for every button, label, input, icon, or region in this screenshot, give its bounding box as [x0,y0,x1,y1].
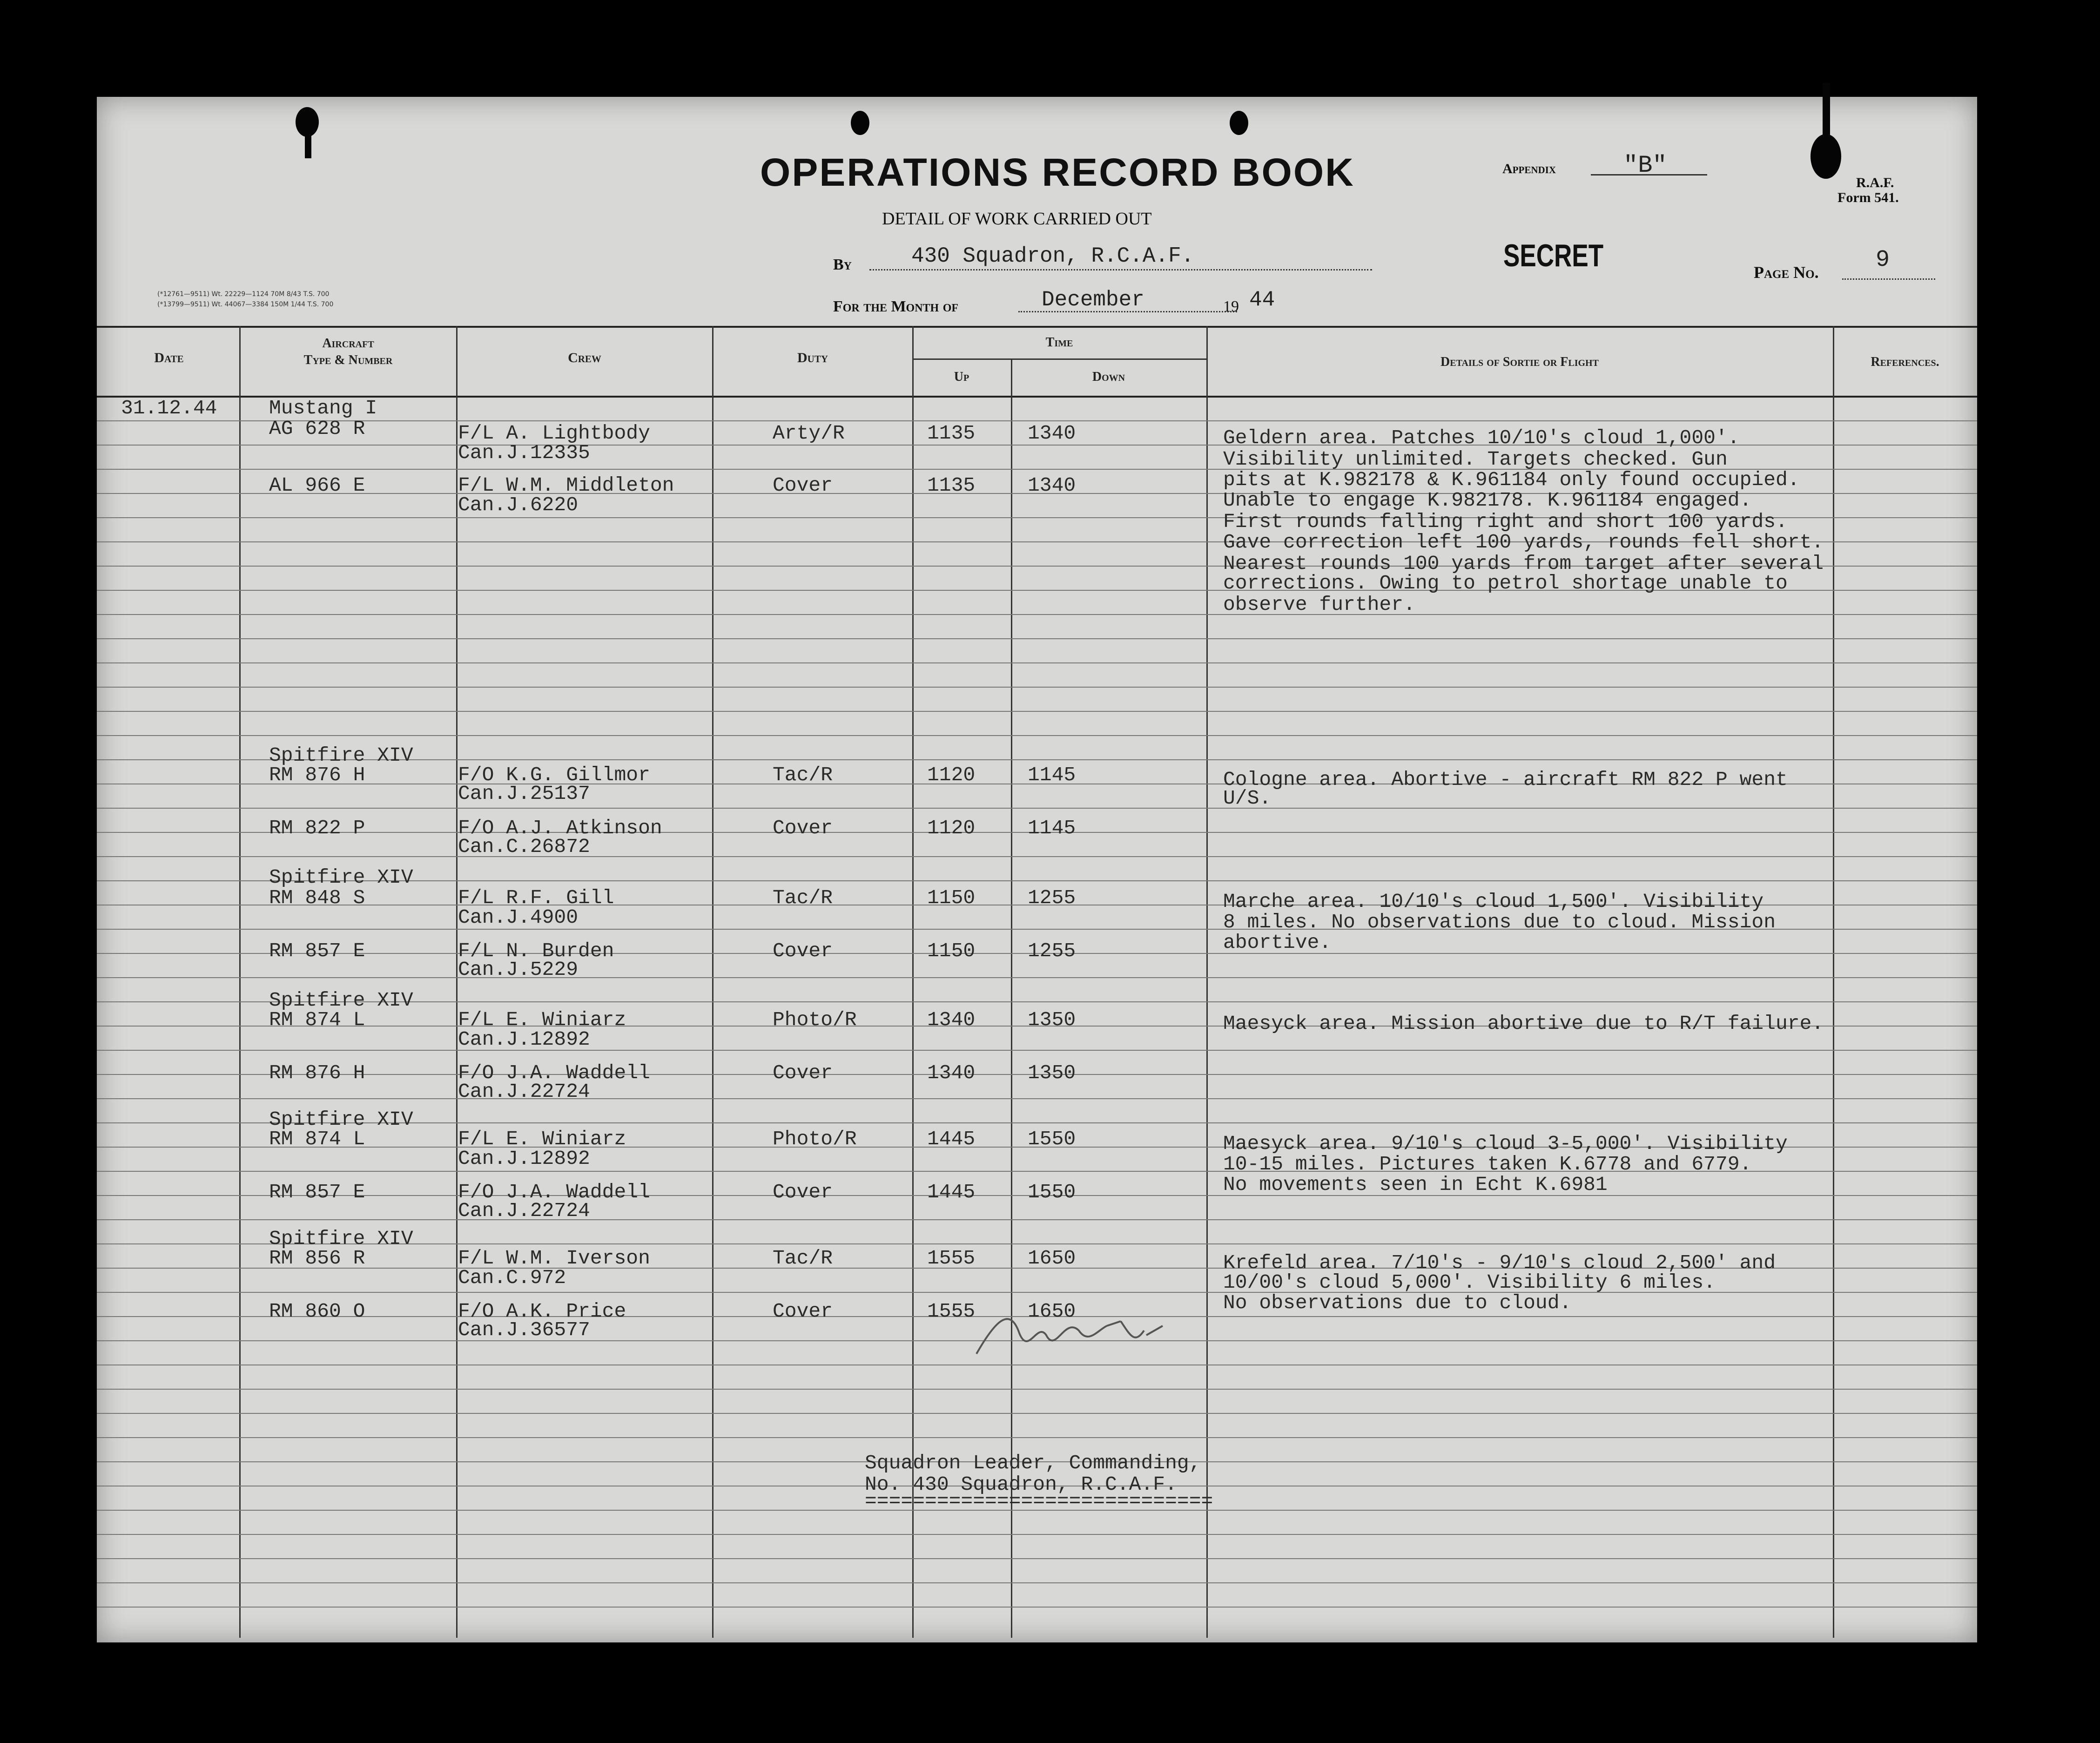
time-down-entry: 1145 [1028,763,1076,786]
aircraft-entry: Spitfire XIV [269,989,413,1012]
duty-entry: Tac/R [773,763,833,786]
crew-entry: Can.J.12335 [458,441,590,464]
crew-entry: F/L W.M. Middleton [458,474,674,497]
sortie-detail-line: Geldern area. Patches 10/10's cloud 1,000'. [1223,426,1740,449]
col-header-duty: Duty [797,350,828,365]
aircraft-entry: RM 860 O [269,1300,365,1323]
sortie-detail-line: abortive. [1223,931,1332,954]
sortie-detail-line: Nearest rounds 100 yards from target after several [1223,552,1824,575]
aircraft-entry: RM 856 R [269,1247,365,1270]
ruled-line [97,614,1977,615]
ruled-line [97,1582,1977,1583]
col-header-details: Details of Sortie or Flight [1440,355,1599,369]
time-divider [912,358,1206,360]
col-divider-up [1011,358,1012,1638]
sortie-detail-line: Maesyck area. Mission abortive due to R/T failure. [1223,1012,1824,1035]
col-header-aircraft-l2: Type & Number [303,353,393,367]
sortie-detail-line: First rounds falling right and short 100 yards. [1223,510,1788,533]
crew-entry: F/L N. Burden [458,939,614,962]
ruled-line [97,1050,1977,1051]
aircraft-entry: Mustang I [269,397,377,419]
time-up-entry: 1445 [927,1181,976,1203]
page-number-value: 9 [1876,247,1890,273]
time-down-entry: 1340 [1028,474,1076,497]
crew-entry: Can.J.6220 [458,493,579,516]
record-sheet [97,97,1977,1642]
form-id-line1: R.A.F. [1856,175,1894,190]
time-down-entry: 1650 [1028,1300,1076,1323]
aircraft-entry: RM 874 L [269,1128,365,1150]
table-top-border [97,326,1977,328]
col-divider-duty [912,326,914,1638]
time-down-entry: 1255 [1028,939,1076,962]
ruled-line [97,1389,1977,1390]
ruled-line [97,808,1977,809]
ruled-line [97,662,1977,663]
col-divider-details [1833,326,1834,1638]
month-label: For the Month of [833,298,959,315]
aircraft-entry: RM 857 E [269,939,365,962]
crew-entry: F/L R.F. Gill [458,886,614,909]
aircraft-entry: Spitfire XIV [269,1108,413,1131]
time-up-entry: 1555 [927,1300,976,1323]
signoff-rank-line: Squadron Leader, Commanding, [865,1452,1201,1474]
sortie-detail-line: 10/00's cloud 5,000'. Visibility 6 miles. [1223,1271,1716,1294]
crew-entry: Can.J.22724 [458,1199,590,1222]
ruled-line [97,1558,1977,1559]
aircraft-entry: Spitfire XIV [269,866,413,889]
print-code-line2: (*13799—9511) Wt. 44067—3384 150M 1/44 T.S. 700 [157,301,334,308]
aircraft-entry: RM 857 E [269,1181,365,1203]
crew-entry: F/O A.K. Price [458,1300,626,1323]
ruled-line [97,1219,1977,1220]
year-suffix: 44 [1249,288,1275,312]
duty-entry: Cover [773,1300,833,1323]
col-header-crew: Crew [568,350,601,365]
sortie-detail-line: pits at K.982178 & K.961184 only found occupied. [1223,468,1800,491]
ruled-line [97,1534,1977,1535]
sortie-detail-line: 8 miles. No observations due to cloud. Mission [1223,911,1776,933]
crew-entry: F/L E. Winiarz [458,1008,626,1031]
crew-entry: F/O K.G. Gillmor [458,763,650,786]
sortie-detail-line: observe further. [1223,593,1415,616]
time-down-entry: 1340 [1028,422,1076,445]
crew-entry: Can.J.12892 [458,1147,590,1170]
col-divider-crew [712,326,713,1638]
time-up-entry: 1135 [927,422,976,445]
col-divider-aircraft [456,326,458,1638]
duty-entry: Photo/R [773,1008,857,1031]
crew-entry: Can.J.22724 [458,1080,590,1103]
crew-entry: Can.J.12892 [458,1028,590,1051]
ruled-line [97,638,1977,639]
ruled-line [97,977,1977,978]
col-divider-down [1206,326,1208,1638]
sortie-detail-line: No movements seen in Echt K.6981 [1223,1173,1608,1196]
header-bottom-border [97,396,1977,398]
sortie-detail-line: Maesyck area. 9/10's cloud 3-5,000'. Visibility [1223,1132,1788,1155]
time-down-entry: 1350 [1028,1061,1076,1084]
aircraft-entry: Spitfire XIV [269,1227,413,1250]
crew-entry: F/O A.J. Atkinson [458,817,662,839]
col-header-aircraft-l1: Aircraft [322,336,374,351]
time-down-entry: 1550 [1028,1181,1076,1203]
sortie-detail-line: Unable to engage K.982178. K.961184 engaged. [1223,489,1752,512]
time-down-entry: 1145 [1028,817,1076,839]
duty-entry: Cover [773,939,833,962]
ruled-line [97,735,1977,736]
aircraft-entry: AL 966 E [269,474,365,497]
sortie-detail-line: No observations due to cloud. [1223,1291,1572,1314]
col-header-up: Up [954,370,969,384]
form-subtitle: DETAIL OF WORK CARRIED OUT [882,209,1152,229]
ruled-line [97,420,1977,421]
ruled-line [97,1437,1977,1438]
signoff-rule: ============================= [865,1490,1213,1513]
col-divider-date [239,326,241,1638]
binder-hole-left [296,107,319,137]
crew-entry: F/L E. Winiarz [458,1128,626,1150]
crew-entry: F/L W.M. Iverson [458,1247,650,1270]
time-down-entry: 1350 [1028,1008,1076,1031]
time-up-entry: 1555 [927,1247,976,1270]
squadron-name: 430 Squadron, R.C.A.F. [911,244,1194,268]
ruled-line [97,1413,1977,1414]
crew-entry: Can.J.5229 [458,958,579,981]
ruled-line [97,711,1977,712]
ruled-line [97,1098,1977,1099]
crew-entry: Can.J.4900 [458,906,579,929]
aircraft-entry: RM 876 H [269,1061,365,1084]
binder-hole-center-right [1230,111,1248,135]
sortie-detail-line: corrections. Owing to petrol shortage unable to [1223,572,1788,595]
sortie-detail-line: Cologne area. Abortive - aircraft RM 822 P went [1223,768,1788,791]
print-code-line1: (*12761—9511) Wt. 22229—1124 70M 8/43 T.S. 700 [157,290,330,298]
col-header-references: References. [1871,355,1939,369]
commanding-officer-signature [967,1303,1172,1372]
ruled-line [97,1607,1977,1608]
duty-entry: Tac/R [773,886,833,909]
sortie-table [97,326,1977,1638]
duty-entry: Cover [773,1061,833,1084]
crew-entry: Can.J.36577 [458,1318,590,1341]
sortie-detail-line: Gave correction left 100 yards, rounds fell short. [1223,531,1824,554]
entry-date: 31.12.44 [121,397,217,419]
form-id-line2: Form 541. [1838,190,1899,205]
form-title: OPERATIONS RECORD BOOK [760,150,1355,194]
time-up-entry: 1150 [927,886,976,909]
col-header-down: Down [1092,370,1125,384]
time-up-entry: 1340 [927,1008,976,1031]
duty-entry: Cover [773,474,833,497]
time-up-entry: 1135 [927,474,976,497]
aircraft-entry: RM 874 L [269,1008,365,1031]
sortie-detail-line: Krefeld area. 7/10's - 9/10's cloud 2,500' and [1223,1251,1776,1274]
duty-entry: Arty/R [773,422,845,445]
by-label: By [833,256,852,273]
time-up-entry: 1150 [927,939,976,962]
by-underline [869,269,1372,270]
binder-hole-center-left [851,111,869,135]
year-prefix: 19 [1223,298,1239,315]
binder-hole-right [1811,134,1841,179]
signoff-unit-line: No. 430 Squadron, R.C.A.F. [865,1473,1177,1496]
appendix-value: "B" [1623,152,1667,179]
time-down-entry: 1650 [1028,1247,1076,1270]
crew-entry: Can.C.26872 [458,835,590,858]
crew-entry: Can.C.972 [458,1266,566,1289]
time-up-entry: 1120 [927,763,976,786]
duty-entry: Photo/R [773,1128,857,1150]
col-header-time: Time [1045,335,1073,350]
appendix-underline [1591,174,1707,176]
duty-entry: Cover [773,1181,833,1203]
aircraft-entry: Spitfire XIV [269,744,413,767]
aircraft-entry: AG 628 R [269,417,365,440]
sortie-detail-line: 10-15 miles. Pictures taken K.6778 and 6779. [1223,1153,1752,1176]
sortie-detail-line: Marche area. 10/10's cloud 1,500'. Visibility [1223,890,1764,913]
classification-stamp: SECRET [1503,238,1604,273]
crew-entry: Can.J.25137 [458,782,590,805]
crew-entry: F/L A. Lightbody [458,422,650,445]
aircraft-entry: RM 848 S [269,886,365,909]
time-up-entry: 1120 [927,817,976,839]
duty-entry: Tac/R [773,1247,833,1270]
ruled-line [97,856,1977,857]
duty-entry: Cover [773,817,833,839]
aircraft-entry: RM 876 H [269,763,365,786]
time-up-entry: 1340 [927,1061,976,1084]
month-underline [1018,311,1237,312]
sortie-detail-line: U/S. [1223,787,1272,810]
crew-entry: F/O J.A. Waddell [458,1181,650,1203]
appendix-label: Appendix [1502,161,1556,176]
time-up-entry: 1445 [927,1128,976,1150]
month-value: December [1042,288,1144,312]
aircraft-entry: RM 822 P [269,817,365,839]
page-number-label: Page No. [1754,263,1819,282]
crew-entry: F/O J.A. Waddell [458,1061,650,1084]
time-down-entry: 1550 [1028,1128,1076,1150]
time-down-entry: 1255 [1028,886,1076,909]
sortie-detail-line: Visibility unlimited. Targets checked. Gun [1223,448,1728,471]
col-header-date: Date [154,350,184,365]
page-number-underline [1842,278,1935,280]
ruled-line [97,687,1977,688]
